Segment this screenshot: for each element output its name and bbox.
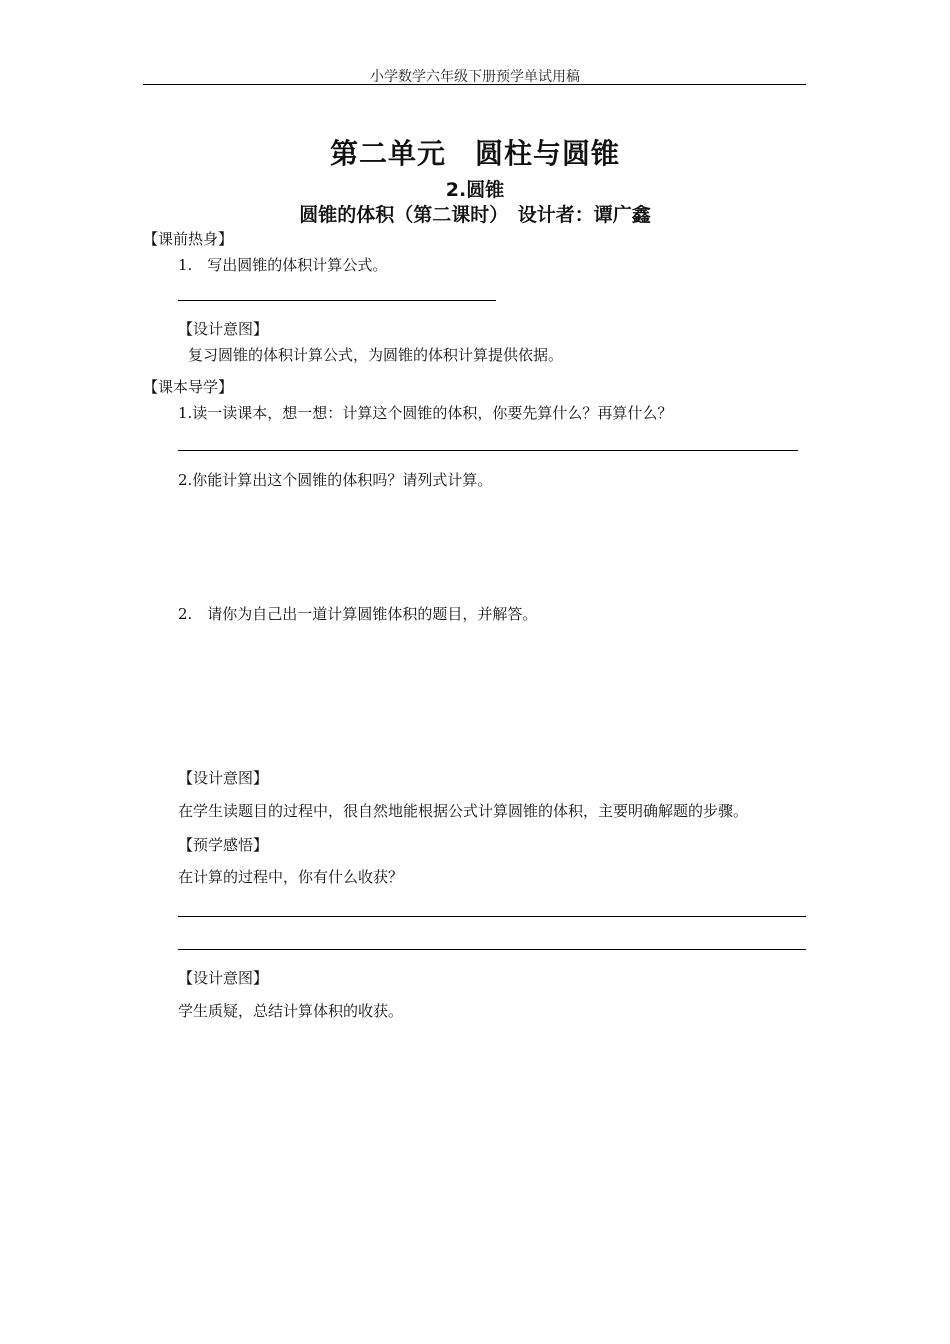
warmup-answer-line[interactable]	[178, 300, 496, 301]
guided-answer-line-1[interactable]	[178, 450, 798, 451]
reflection-answer-line-1[interactable]	[178, 916, 806, 917]
guided-intent-text: 在学生读题目的过程中，很自然地能根据公式计算圆锥的体积，主要明确解题的步骤。	[178, 802, 749, 820]
reflection-intent-heading: 【设计意图】	[178, 969, 269, 987]
page-header: 小学数学六年级下册预学单试用稿	[370, 69, 580, 85]
warmup-intent-text: 复习圆锥的体积计算公式，为圆锥的体积计算提供依据。	[188, 346, 564, 364]
guided-question-1: 1.读一读课本，想一想：计算这个圆锥的体积，你要先算什么？再算什么？	[178, 404, 673, 422]
warmup-intent-heading: 【设计意图】	[178, 320, 269, 338]
warmup-heading: 【课前热身】	[143, 230, 234, 248]
reflection-answer-line-2[interactable]	[178, 949, 806, 950]
header-rule	[143, 84, 806, 85]
guided-heading: 【课本导学】	[143, 378, 234, 396]
guided-question-2: 2.你能计算出这个圆锥的体积吗？请列式计算。	[178, 471, 493, 489]
reflection-intent-text: 学生质疑，总结计算体积的收获。	[178, 1002, 404, 1020]
section-subtitle: 2.圆锥	[445, 179, 505, 201]
warmup-question: 1. 写出圆锥的体积计算公式。	[178, 256, 388, 274]
reflection-heading: 【预学感悟】	[178, 836, 269, 854]
lesson-designer-line: 圆锥的体积（第二课时） 设计者：谭广鑫	[299, 204, 651, 226]
reflection-question: 在计算的过程中，你有什么收获？	[178, 868, 404, 886]
unit-title: 第二单元 圆柱与圆锥	[329, 137, 620, 170]
guided-intent-heading: 【设计意图】	[178, 769, 269, 787]
guided-question-3: 2. 请你为自己出一道计算圆锥体积的题目，并解答。	[178, 605, 538, 623]
